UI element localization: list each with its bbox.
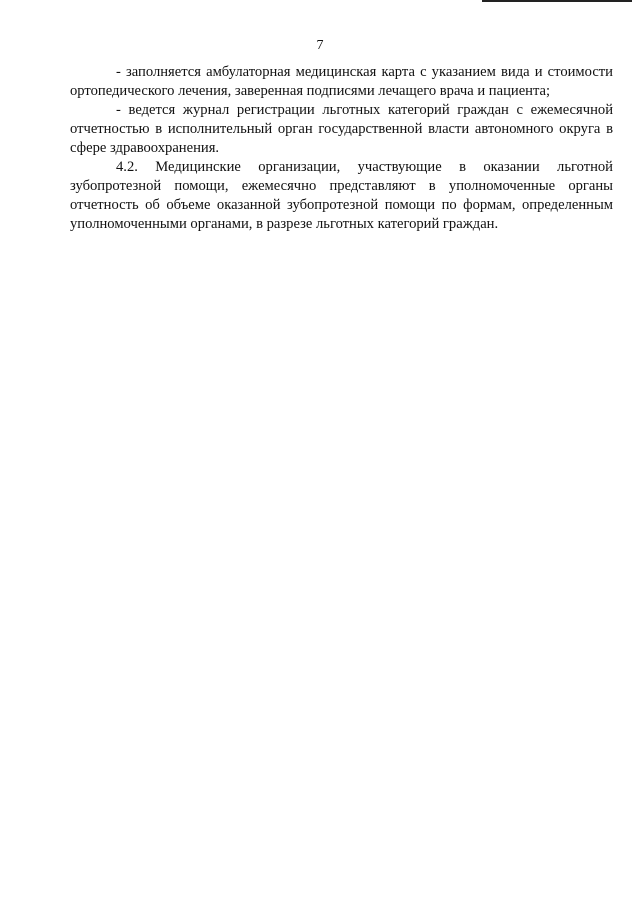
top-border-line (482, 0, 632, 2)
page-number: 7 (316, 38, 324, 53)
paragraph-ambulatory-card: - заполняется амбулаторная медицинская карта с указанием вида и стоимости ортопедического лечения, заверенная подписями лечащего врача и пациента; (70, 64, 613, 99)
paragraph-section-4-2: 4.2. Медицинские организации, участвующие в оказании льготной зубопротезной помощи, ежемесячно представляют в уполномоченные органы отчетность об объеме оказанной зубопротезной помощи по формам, определенным уполномоченными органами, в разрезе льготных категорий граждан. (70, 159, 613, 232)
paragraph-registration-journal: - ведется журнал регистрации льготных категорий граждан с ежемесячной отчетностью в исполнительный орган государственной власти автономного округа в сфере здравоохранения. (70, 102, 613, 156)
document-body (70, 63, 613, 234)
